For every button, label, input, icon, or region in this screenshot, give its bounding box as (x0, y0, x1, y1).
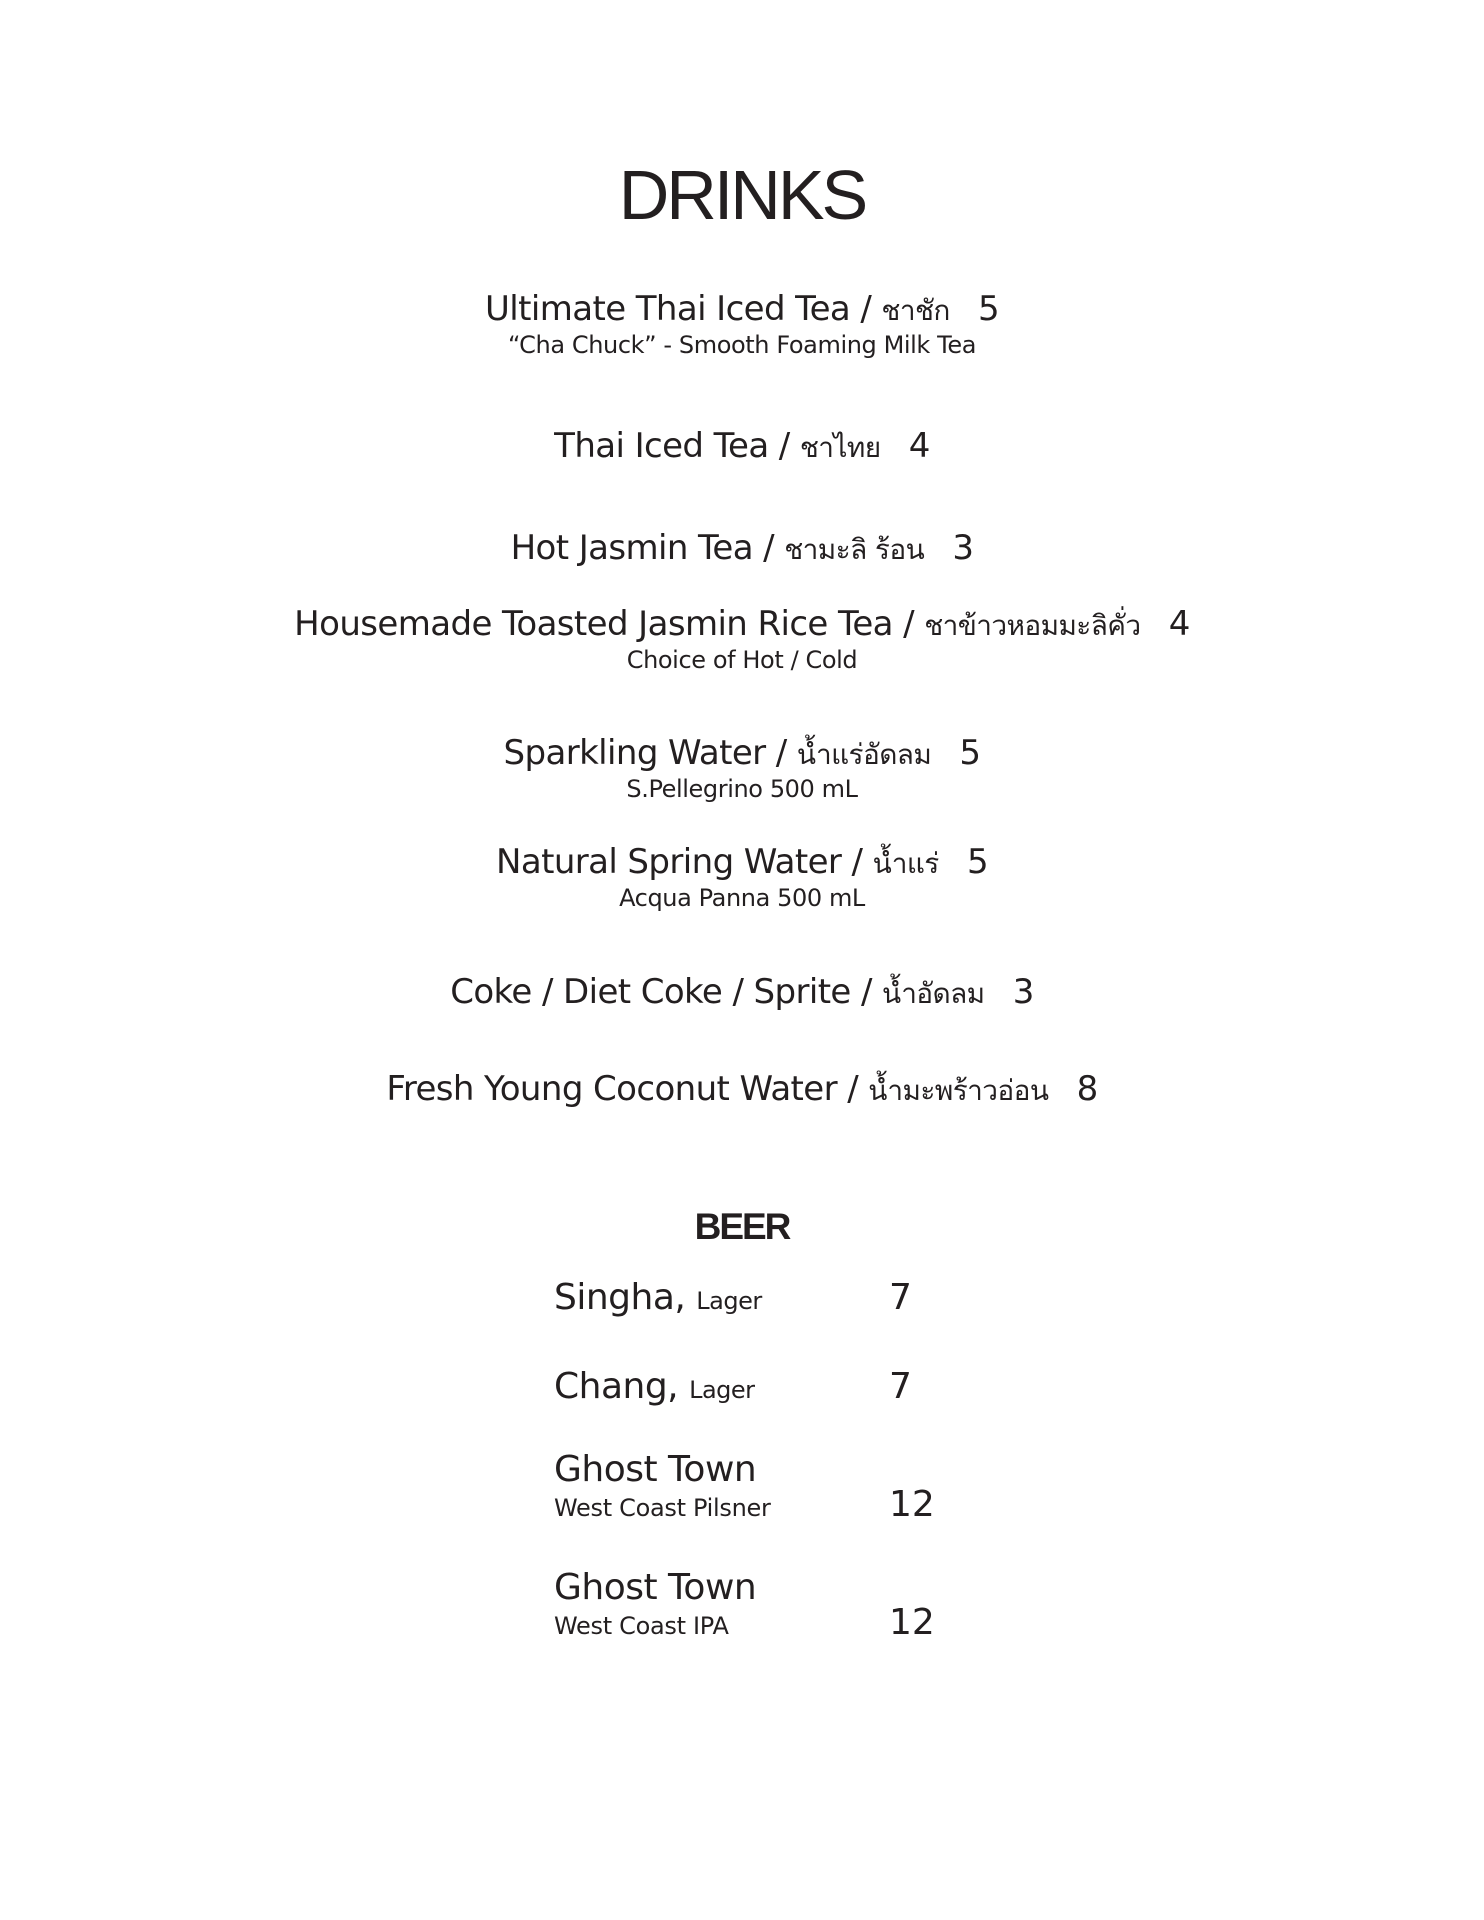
drink-item (0, 972, 1484, 1014)
drink-line (0, 1069, 1484, 1111)
drink-name: Housemade Toasted Jasmin Rice Tea (294, 604, 893, 644)
drink-price: 5 (977, 289, 999, 329)
drink-thai-name: น้ำมะพร้าวอ่อน (868, 1074, 1049, 1107)
drink-price: 5 (959, 733, 981, 773)
beer-price: 12 (889, 1484, 935, 1525)
beer-item (554, 1450, 974, 1530)
beer-price: 7 (889, 1366, 912, 1407)
drink-note: Choice of Hot / Cold (626, 646, 858, 674)
drink-name: Thai Iced Tea (554, 426, 769, 466)
drink-thai-name: ชาข้าวหอมมะลิคั่ว (924, 609, 1141, 642)
drink-item (0, 604, 1484, 674)
beer-name-line (554, 1367, 755, 1410)
drink-name: Hot Jasmin Tea (510, 528, 753, 568)
drink-price: 8 (1076, 1069, 1098, 1109)
drink-name: Coke / Diet Coke / Sprite (450, 972, 851, 1012)
beer-name: Chang, (554, 1366, 679, 1407)
drink-price: 3 (952, 528, 974, 568)
drink-note: S.Pellegrino 500 mL (626, 775, 858, 803)
drink-thai-name: ชามะลิ ร้อน (784, 533, 925, 566)
beer-style: Lager (689, 1376, 755, 1404)
drink-thai-name: น้ำแร่อัดลม (796, 738, 932, 771)
beer-price: 7 (889, 1277, 912, 1318)
beer-name-line (554, 1450, 756, 1490)
drink-separator: / (847, 1069, 859, 1109)
drink-name: Ultimate Thai Iced Tea (485, 289, 851, 329)
drink-separator: / (763, 528, 775, 568)
beer-price: 12 (889, 1602, 935, 1643)
drink-line (0, 733, 1484, 775)
drink-thai-name: น้ำแร่ (872, 847, 939, 880)
beer-note: West Coast Pilsner (554, 1494, 771, 1522)
beer-name: Ghost Town (554, 1449, 757, 1490)
drink-separator: / (775, 733, 787, 773)
beer-item (554, 1278, 974, 1358)
drink-thai-name: น้ำอัดลม (882, 977, 985, 1010)
drink-price: 5 (966, 842, 988, 882)
beer-item (554, 1367, 974, 1447)
drink-line (0, 842, 1484, 884)
drink-price: 3 (1012, 972, 1034, 1012)
drink-line (0, 426, 1484, 468)
drink-price: 4 (1168, 604, 1190, 644)
drink-thai-name: ชาชัก (881, 294, 950, 327)
drink-price: 4 (908, 426, 930, 466)
drink-note: Acqua Panna 500 mL (619, 884, 865, 912)
beer-name: Ghost Town (554, 1567, 757, 1608)
drink-item (0, 289, 1484, 359)
drink-item (0, 528, 1484, 570)
drink-separator: / (851, 842, 863, 882)
drink-item (0, 842, 1484, 912)
drink-name: Fresh Young Coconut Water (386, 1069, 837, 1109)
drink-line (0, 289, 1484, 331)
beer-style: Lager (696, 1287, 762, 1315)
drink-name: Natural Spring Water (496, 842, 842, 882)
drink-item (0, 733, 1484, 803)
drink-separator: / (778, 426, 790, 466)
beer-note: West Coast IPA (554, 1612, 729, 1640)
beer-item (554, 1568, 974, 1648)
drink-line (0, 604, 1484, 646)
beer-name-line (554, 1278, 762, 1321)
drink-line (0, 528, 1484, 570)
drink-separator: / (860, 972, 872, 1012)
beer-name: Singha, (554, 1277, 686, 1318)
drink-separator: / (860, 289, 872, 329)
beer-name-line (554, 1568, 756, 1608)
drink-line (0, 972, 1484, 1014)
drink-item (0, 426, 1484, 468)
drink-separator: / (903, 604, 914, 644)
beer-heading: BEER (694, 1206, 790, 1247)
drink-name: Sparkling Water (503, 733, 766, 773)
drink-thai-name: ชาไทย (799, 431, 881, 464)
drink-note: “Cha Chuck” - Smooth Foaming Milk Tea (507, 331, 977, 359)
page-title: DRINKS (618, 156, 866, 234)
drink-item (0, 1069, 1484, 1111)
